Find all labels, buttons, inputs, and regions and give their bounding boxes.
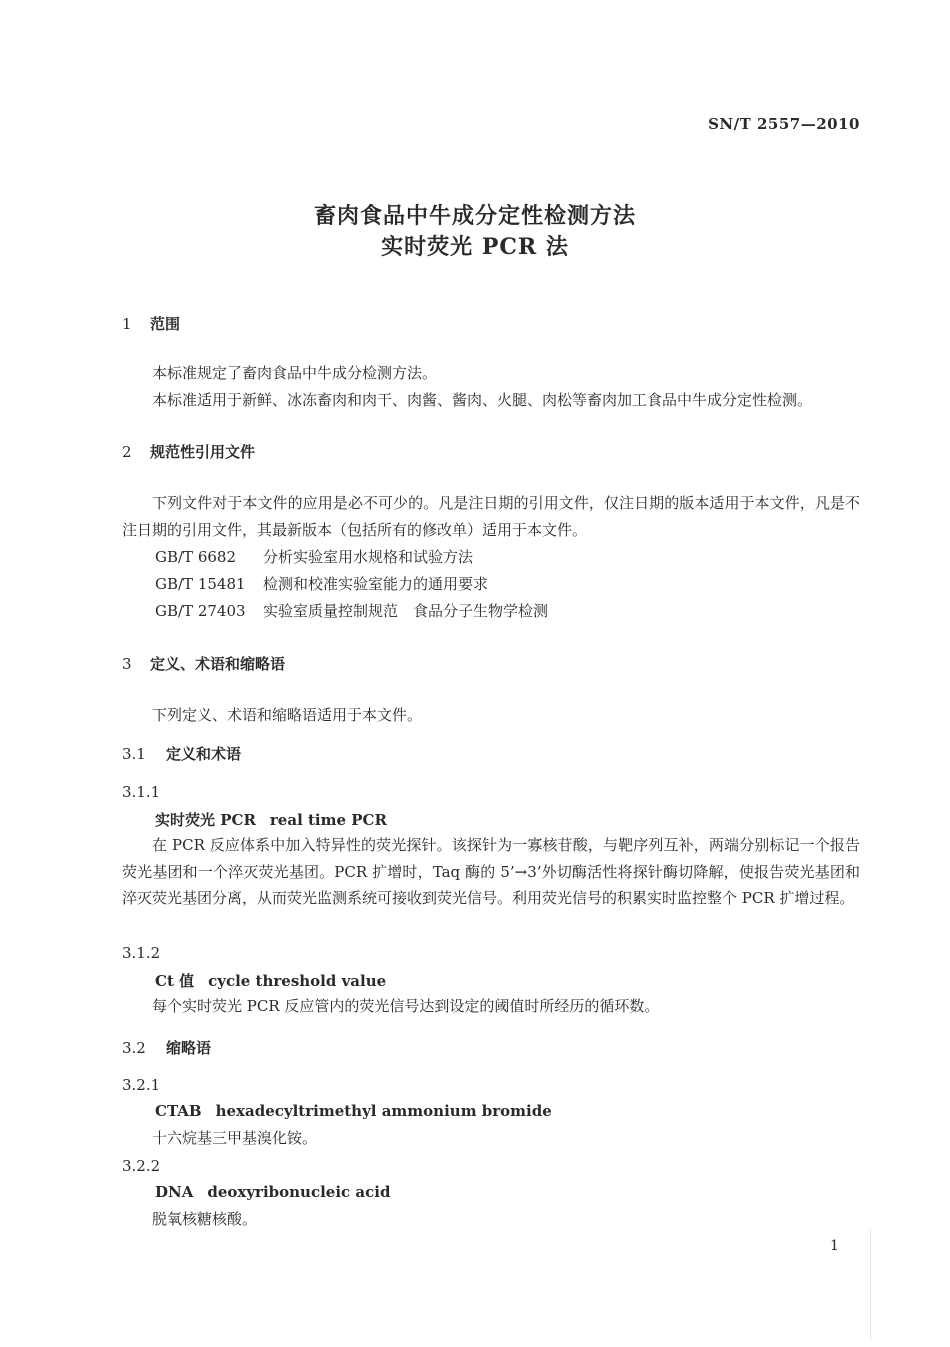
- section-1-para-2: 本标准适用于新鲜、冰冻畜肉和肉干、肉酱、酱肉、火腿、肉松等畜肉加工食品中牛成分定性检测。: [152, 391, 813, 409]
- standard-number: SN/T 2557—2010: [708, 115, 860, 133]
- section-number: 2: [122, 443, 132, 461]
- term-heading: [155, 809, 387, 830]
- subsection-number: 3.2: [122, 1039, 146, 1057]
- term-number: 3.1.2: [122, 944, 161, 962]
- scan-edge-line: [870, 1230, 871, 1340]
- term-zh: 实时荧光 PCR: [155, 811, 256, 829]
- section-title: 范围: [150, 315, 181, 333]
- subsection-title: 定义和术语: [166, 745, 242, 763]
- section-3-heading: [122, 653, 285, 674]
- title-line-2: 实时荧光 PCR 法: [381, 234, 569, 260]
- reference-title: 实验室质量控制规范 食品分子生物学检测: [263, 602, 549, 620]
- section-title: 规范性引用文件: [150, 443, 256, 461]
- term-zh: DNA: [155, 1183, 194, 1201]
- term-en: real time PCR: [269, 811, 387, 829]
- subsection-number: 3.1: [122, 745, 146, 763]
- term-zh: Ct 值: [155, 972, 195, 990]
- section-number: 1: [122, 315, 132, 333]
- term-zh: CTAB: [155, 1102, 202, 1120]
- term-number: 3.1.1: [122, 783, 161, 801]
- section-3-para-1: 下列定义、术语和缩略语适用于本文件。: [152, 706, 423, 724]
- subsection-3-2-heading: [122, 1037, 211, 1058]
- term-heading: [155, 970, 386, 991]
- subsection-3-1-heading: [122, 743, 241, 764]
- term-definition: 在 PCR 反应体系中加入特异性的荧光探针。该探针为一寡核苷酸，与靶序列互补，两端分别标记一个报告荧光基团和一个淬灭荧光基团。PCR 扩增时，Taq 酶的 5’→3’外切酶活性将探针酶切降解，使报告荧光基团和淬灭荧光基团分离，从而荧光监测系统可接收到荧光信号。利用荧光信号的积累实时监控整个 PCR 扩增过程。: [122, 836, 860, 907]
- term-en: cycle threshold value: [208, 972, 387, 990]
- term-number: 3.2.1: [122, 1076, 161, 1094]
- subsection-title: 缩略语: [166, 1039, 212, 1057]
- section-2-para-1: 下列文件对于本文件的应用是必不可少的。凡是注日期的引用文件，仅注日期的版本适用于本文件，凡是不注日期的引用文件，其最新版本（包括所有的修改单）适用于本文件。: [122, 494, 860, 539]
- page-number: 1: [830, 1238, 839, 1254]
- reference-title: 检测和校准实验室能力的通用要求: [263, 575, 489, 593]
- term-heading: [155, 1183, 390, 1201]
- title-line-1: 畜肉食品中牛成分定性检测方法: [313, 203, 636, 229]
- reference-item: [155, 600, 548, 621]
- section-2-heading: [122, 441, 255, 462]
- reference-item: [155, 546, 473, 567]
- section-1-para-1: 本标准规定了畜肉食品中牛成分检测方法。: [152, 364, 438, 382]
- reference-code: GB/T 27403: [155, 602, 246, 620]
- reference-code: GB/T 6682: [155, 548, 237, 566]
- term-en: hexadecyltrimethyl ammonium bromide: [215, 1102, 552, 1120]
- term-number: 3.2.2: [122, 1157, 161, 1175]
- term-definition: 脱氧核糖核酸。: [152, 1210, 258, 1228]
- term-heading: [155, 1102, 552, 1120]
- section-title: 定义、术语和缩略语: [150, 655, 286, 673]
- section-1-heading: [122, 313, 180, 334]
- section-number: 3: [122, 655, 132, 673]
- term-en: deoxyribonucleic acid: [207, 1183, 391, 1201]
- term-definition: 每个实时荧光 PCR 反应管内的荧光信号达到设定的阈值时所经历的循环数。: [152, 997, 660, 1015]
- reference-item: [155, 573, 488, 594]
- reference-title: 分析实验室用水规格和试验方法: [263, 548, 474, 566]
- term-definition: 十六烷基三甲基溴化铵。: [152, 1129, 318, 1147]
- reference-code: GB/T 15481: [155, 575, 246, 593]
